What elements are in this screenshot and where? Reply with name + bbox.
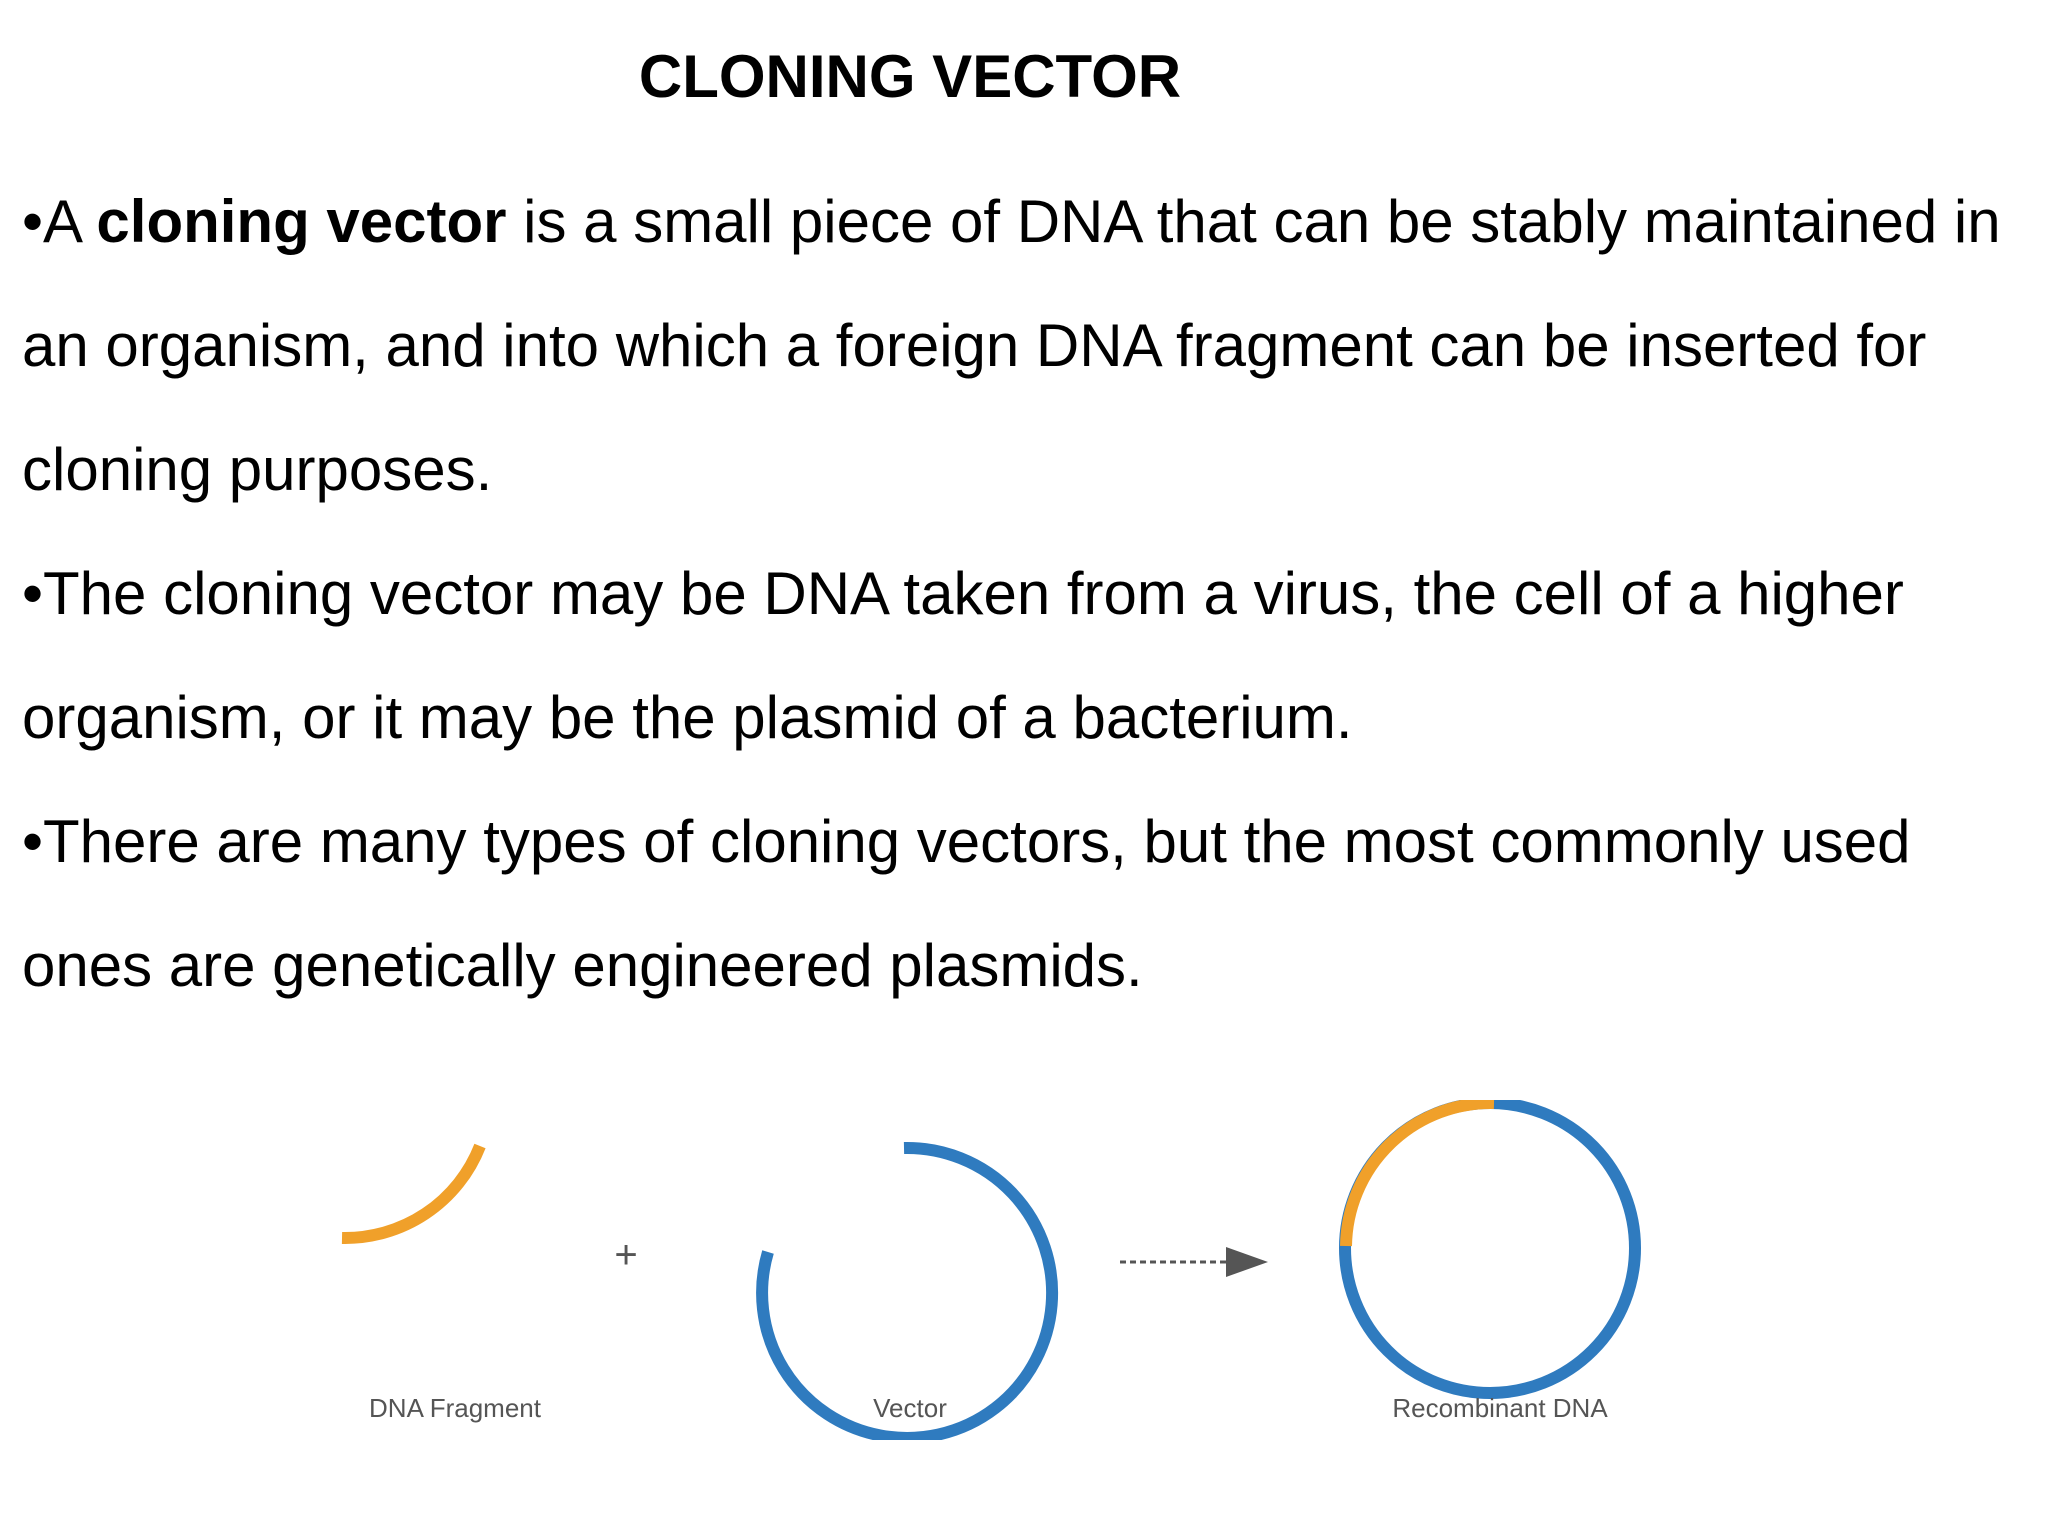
dna-fragment-arc bbox=[342, 1146, 480, 1238]
plus-sign: + bbox=[614, 1233, 638, 1277]
cloning-diagram bbox=[0, 1100, 2048, 1440]
bullet-1-bold-term: cloning vector bbox=[96, 188, 507, 255]
bullet-marker: • bbox=[22, 560, 44, 627]
bullet-marker: • bbox=[22, 808, 44, 875]
slide-title: CLONING VECTOR bbox=[638, 43, 1182, 110]
bullet-3-text: There are many types of cloning vectors, but the most commonly used ones are genetically engineered plasmids. bbox=[22, 808, 1911, 999]
dna-fragment-label: DNA Fragment bbox=[369, 1393, 541, 1423]
bullet-2 bbox=[22, 532, 2032, 780]
bullet-2-text: The cloning vector may be DNA taken from a virus, the cell of a higher organism, or it may be the plasmid of a bacterium. bbox=[22, 560, 1904, 751]
recombinant-fragment-segment bbox=[1346, 1103, 1494, 1246]
recombinant-dna-label: Recombinant DNA bbox=[1392, 1393, 1608, 1423]
vector-label: Vector bbox=[873, 1393, 947, 1423]
cloning-diagram-svg bbox=[0, 1100, 2048, 1440]
slide-body bbox=[22, 160, 2032, 1028]
bullet-marker: • bbox=[22, 188, 44, 255]
bullet-1-prefix: A bbox=[43, 188, 97, 255]
bullet-1-text: is a small piece of DNA that can be stably maintained in an organism, and into which a foreign DNA fragment can be inserted for cloning purposes. bbox=[22, 188, 2001, 503]
bullet-3 bbox=[22, 780, 2032, 1028]
bullet-1 bbox=[22, 160, 2032, 532]
